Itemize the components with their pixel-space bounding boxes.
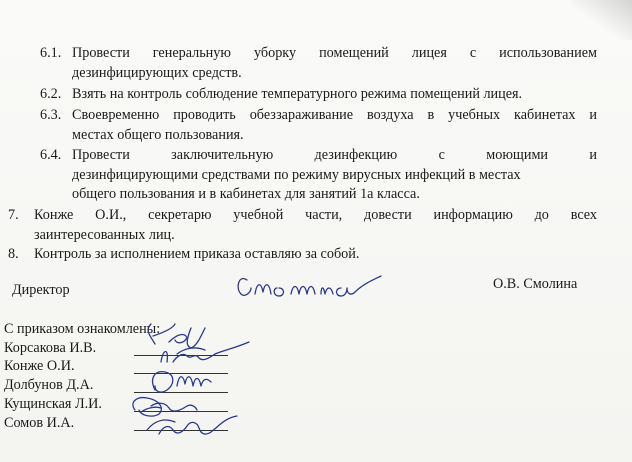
acquainted-person-2: Конже О.И. [4,358,75,374]
acquainted-signatures [125,322,255,442]
acquainted-title: С приказом ознакомлены: [4,321,161,337]
acquainted-person-1: Корсакова И.В. [4,340,97,356]
director-signature [233,266,383,306]
item-7-line-2: заинтересованных лиц. [34,227,175,243]
acquainted-person-4: Кущинская Л.И. [4,396,102,412]
item-6-2-line-1: Взять на контроль соблюдение температурного режима помещений лицея. [72,86,523,102]
director-label: Директор [12,282,70,298]
item-6-3-line-1: Своевременно проводить обеззараживание воздуха в учебных кабинетах и [72,107,597,123]
director-name: О.В. Смолина [493,276,578,292]
item-6-1-line-2: дезинфицирующих средств. [72,65,242,81]
item-8-number: 8. [8,246,19,262]
item-6-3-number: 6.3. [40,107,62,123]
item-6-1-number: 6.1. [40,45,62,61]
item-6-4-line-3: общего пользования и в кабинетах для занятий 1а класса. [72,186,420,202]
item-6-3-line-2: местах общего пользования. [72,127,244,143]
item-6-2-number: 6.2. [40,86,62,102]
item-6-1-line-1: Провести генеральную уборку помещений лицея с использованием [72,45,597,61]
acquainted-person-5: Сомов И.А. [4,415,75,431]
item-8-line-1: Контроль за исполнением приказа оставляю за собой. [34,246,360,262]
item-6-4-line-2: дезинфицирующими средствами по режиму вирусных инфекций в местах [72,167,521,183]
page-corner-fold [572,0,632,40]
item-7-line-1: Конже О.И., секретарю учебной части, довести информацию до всех [34,207,597,223]
item-7-number: 7. [8,207,19,223]
item-6-4-number: 6.4. [40,147,62,163]
item-6-4-line-1: Провести заключительную дезинфекцию с моющими и [72,147,597,163]
acquainted-person-3: Долбунов Д.А. [4,377,94,393]
